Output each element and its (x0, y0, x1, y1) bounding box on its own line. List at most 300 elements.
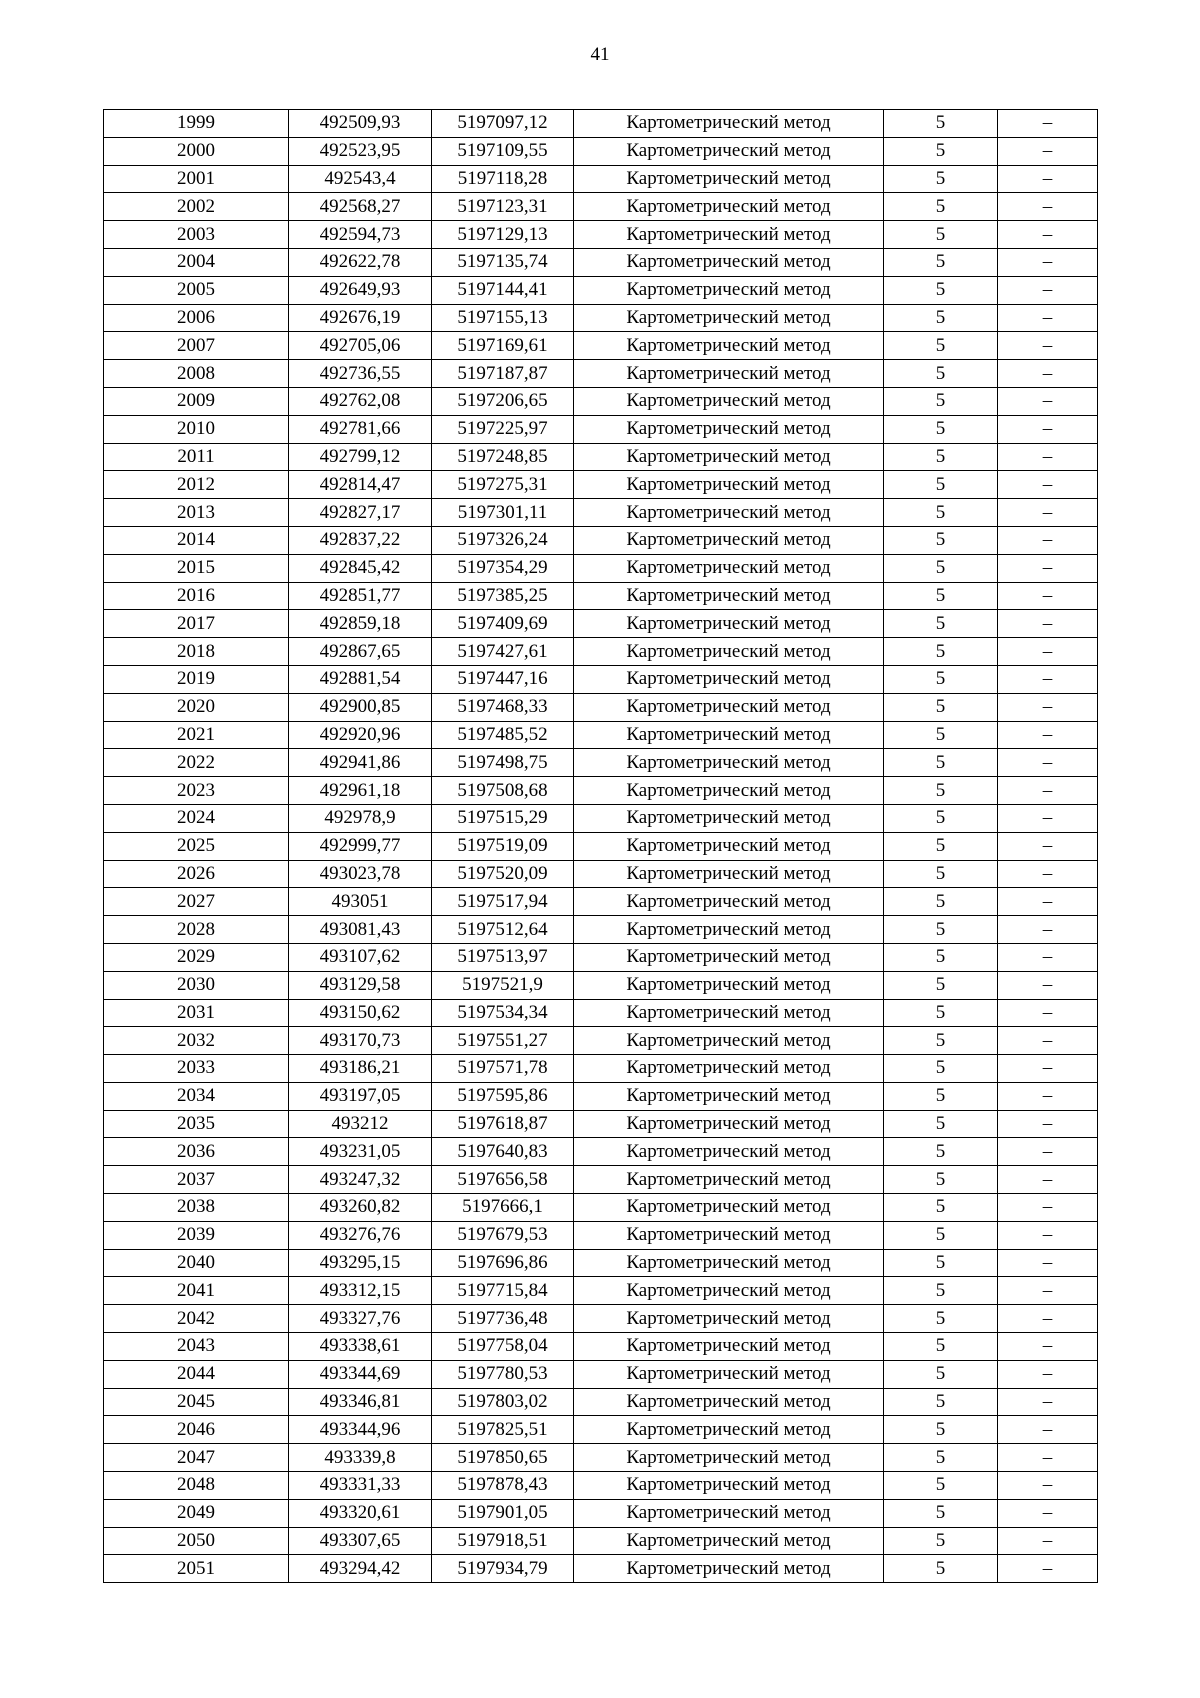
x-coordinate-cell: 493295,15 (289, 1249, 432, 1277)
y-coordinate-cell: 5197780,53 (432, 1360, 574, 1388)
dash-cell: – (998, 860, 1098, 888)
method-cell: Картометрический метод (574, 499, 884, 527)
dash-cell: – (998, 721, 1098, 749)
accuracy-cell: 5 (884, 1527, 998, 1555)
accuracy-cell: 5 (884, 415, 998, 443)
accuracy-cell: 5 (884, 276, 998, 304)
y-coordinate-cell: 5197385,25 (432, 582, 574, 610)
table-row (104, 276, 1098, 304)
y-coordinate-cell: 5197878,43 (432, 1472, 574, 1500)
y-coordinate-cell: 5197666,1 (432, 1194, 574, 1222)
x-coordinate-cell: 492509,93 (289, 110, 432, 138)
point-number-cell: 2048 (104, 1472, 289, 1500)
method-cell: Картометрический метод (574, 1333, 884, 1361)
y-coordinate-cell: 5197515,29 (432, 804, 574, 832)
table-row (104, 1416, 1098, 1444)
table-row (104, 1444, 1098, 1472)
point-number-cell: 2021 (104, 721, 289, 749)
dash-cell: – (998, 332, 1098, 360)
table-row (104, 415, 1098, 443)
y-coordinate-cell: 5197097,12 (432, 110, 574, 138)
accuracy-cell: 5 (884, 1360, 998, 1388)
y-coordinate-cell: 5197850,65 (432, 1444, 574, 1472)
accuracy-cell: 5 (884, 1499, 998, 1527)
accuracy-cell: 5 (884, 360, 998, 388)
accuracy-cell: 5 (884, 221, 998, 249)
table-row (104, 888, 1098, 916)
method-cell: Картометрический метод (574, 1305, 884, 1333)
method-cell: Картометрический метод (574, 248, 884, 276)
accuracy-cell: 5 (884, 693, 998, 721)
table-row (104, 248, 1098, 276)
method-cell: Картометрический метод (574, 526, 884, 554)
dash-cell: – (998, 137, 1098, 165)
table-row (104, 137, 1098, 165)
table-row (104, 999, 1098, 1027)
accuracy-cell: 5 (884, 137, 998, 165)
y-coordinate-cell: 5197187,87 (432, 360, 574, 388)
x-coordinate-cell: 493197,05 (289, 1082, 432, 1110)
point-number-cell: 2012 (104, 471, 289, 499)
y-coordinate-cell: 5197225,97 (432, 415, 574, 443)
dash-cell: – (998, 1082, 1098, 1110)
dash-cell: – (998, 1555, 1098, 1583)
method-cell: Картометрический метод (574, 916, 884, 944)
y-coordinate-cell: 5197715,84 (432, 1277, 574, 1305)
x-coordinate-cell: 493338,61 (289, 1333, 432, 1361)
point-number-cell: 2014 (104, 526, 289, 554)
y-coordinate-cell: 5197656,58 (432, 1166, 574, 1194)
x-coordinate-cell: 492859,18 (289, 610, 432, 638)
x-coordinate-cell: 493344,96 (289, 1416, 432, 1444)
point-number-cell: 2003 (104, 221, 289, 249)
table-row (104, 971, 1098, 999)
y-coordinate-cell: 5197551,27 (432, 1027, 574, 1055)
table-row (104, 916, 1098, 944)
accuracy-cell: 5 (884, 1138, 998, 1166)
x-coordinate-cell: 493276,76 (289, 1221, 432, 1249)
accuracy-cell: 5 (884, 916, 998, 944)
x-coordinate-cell: 493051 (289, 888, 432, 916)
x-coordinate-cell: 493212 (289, 1110, 432, 1138)
dash-cell: – (998, 526, 1098, 554)
dash-cell: – (998, 916, 1098, 944)
point-number-cell: 2035 (104, 1110, 289, 1138)
y-coordinate-cell: 5197206,65 (432, 387, 574, 415)
y-coordinate-cell: 5197517,94 (432, 888, 574, 916)
point-number-cell: 2013 (104, 499, 289, 527)
accuracy-cell: 5 (884, 332, 998, 360)
dash-cell: – (998, 554, 1098, 582)
method-cell: Картометрический метод (574, 999, 884, 1027)
point-number-cell: 2028 (104, 916, 289, 944)
method-cell: Картометрический метод (574, 1138, 884, 1166)
x-coordinate-cell: 492736,55 (289, 360, 432, 388)
accuracy-cell: 5 (884, 1027, 998, 1055)
x-coordinate-cell: 493107,62 (289, 943, 432, 971)
method-cell: Картометрический метод (574, 1277, 884, 1305)
dash-cell: – (998, 1472, 1098, 1500)
x-coordinate-cell: 492851,77 (289, 582, 432, 610)
coordinates-table (103, 109, 1098, 1583)
accuracy-cell: 5 (884, 165, 998, 193)
dash-cell: – (998, 1027, 1098, 1055)
x-coordinate-cell: 492845,42 (289, 554, 432, 582)
accuracy-cell: 5 (884, 971, 998, 999)
point-number-cell: 2018 (104, 638, 289, 666)
table-row (104, 638, 1098, 666)
table-row (104, 1472, 1098, 1500)
method-cell: Картометрический метод (574, 304, 884, 332)
accuracy-cell: 5 (884, 1221, 998, 1249)
point-number-cell: 2040 (104, 1249, 289, 1277)
x-coordinate-cell: 492799,12 (289, 443, 432, 471)
table-row (104, 1138, 1098, 1166)
y-coordinate-cell: 5197409,69 (432, 610, 574, 638)
dash-cell: – (998, 1249, 1098, 1277)
y-coordinate-cell: 5197918,51 (432, 1527, 574, 1555)
point-number-cell: 2036 (104, 1138, 289, 1166)
point-number-cell: 2001 (104, 165, 289, 193)
table-row (104, 804, 1098, 832)
y-coordinate-cell: 5197129,13 (432, 221, 574, 249)
point-number-cell: 1999 (104, 110, 289, 138)
method-cell: Картометрический метод (574, 721, 884, 749)
method-cell: Картометрический метод (574, 193, 884, 221)
y-coordinate-cell: 5197498,75 (432, 749, 574, 777)
table-row (104, 360, 1098, 388)
method-cell: Картометрический метод (574, 471, 884, 499)
method-cell: Картометрический метод (574, 749, 884, 777)
y-coordinate-cell: 5197109,55 (432, 137, 574, 165)
y-coordinate-cell: 5197803,02 (432, 1388, 574, 1416)
dash-cell: – (998, 1166, 1098, 1194)
y-coordinate-cell: 5197123,31 (432, 193, 574, 221)
x-coordinate-cell: 492827,17 (289, 499, 432, 527)
accuracy-cell: 5 (884, 1082, 998, 1110)
method-cell: Картометрический метод (574, 971, 884, 999)
accuracy-cell: 5 (884, 610, 998, 638)
page-number: 41 (590, 44, 610, 65)
method-cell: Картометрический метод (574, 943, 884, 971)
point-number-cell: 2025 (104, 832, 289, 860)
point-number-cell: 2029 (104, 943, 289, 971)
method-cell: Картометрический метод (574, 665, 884, 693)
point-number-cell: 2043 (104, 1333, 289, 1361)
table-row (104, 610, 1098, 638)
table-row (104, 832, 1098, 860)
point-number-cell: 2009 (104, 387, 289, 415)
point-number-cell: 2030 (104, 971, 289, 999)
table-row (104, 110, 1098, 138)
dash-cell: – (998, 777, 1098, 805)
point-number-cell: 2032 (104, 1027, 289, 1055)
method-cell: Картометрический метод (574, 1527, 884, 1555)
x-coordinate-cell: 493231,05 (289, 1138, 432, 1166)
point-number-cell: 2039 (104, 1221, 289, 1249)
dash-cell: – (998, 360, 1098, 388)
dash-cell: – (998, 387, 1098, 415)
point-number-cell: 2024 (104, 804, 289, 832)
dash-cell: – (998, 248, 1098, 276)
table-row (104, 1027, 1098, 1055)
point-number-cell: 2044 (104, 1360, 289, 1388)
x-coordinate-cell: 493081,43 (289, 916, 432, 944)
method-cell: Картометрический метод (574, 1082, 884, 1110)
accuracy-cell: 5 (884, 832, 998, 860)
table-row (104, 1305, 1098, 1333)
dash-cell: – (998, 1277, 1098, 1305)
y-coordinate-cell: 5197513,97 (432, 943, 574, 971)
dash-cell: – (998, 832, 1098, 860)
accuracy-cell: 5 (884, 943, 998, 971)
method-cell: Картометрический метод (574, 1110, 884, 1138)
x-coordinate-cell: 493186,21 (289, 1055, 432, 1083)
point-number-cell: 2004 (104, 248, 289, 276)
x-coordinate-cell: 492622,78 (289, 248, 432, 276)
accuracy-cell: 5 (884, 665, 998, 693)
x-coordinate-cell: 493327,76 (289, 1305, 432, 1333)
method-cell: Картометрический метод (574, 832, 884, 860)
x-coordinate-cell: 493129,58 (289, 971, 432, 999)
x-coordinate-cell: 493320,61 (289, 1499, 432, 1527)
point-number-cell: 2050 (104, 1527, 289, 1555)
x-coordinate-cell: 492837,22 (289, 526, 432, 554)
point-number-cell: 2051 (104, 1555, 289, 1583)
y-coordinate-cell: 5197468,33 (432, 693, 574, 721)
dash-cell: – (998, 638, 1098, 666)
table-row (104, 1221, 1098, 1249)
accuracy-cell: 5 (884, 248, 998, 276)
method-cell: Картометрический метод (574, 360, 884, 388)
dash-cell: – (998, 1138, 1098, 1166)
method-cell: Картометрический метод (574, 638, 884, 666)
accuracy-cell: 5 (884, 638, 998, 666)
x-coordinate-cell: 493023,78 (289, 860, 432, 888)
accuracy-cell: 5 (884, 721, 998, 749)
dash-cell: – (998, 1499, 1098, 1527)
table-row (104, 1360, 1098, 1388)
y-coordinate-cell: 5197520,09 (432, 860, 574, 888)
y-coordinate-cell: 5197427,61 (432, 638, 574, 666)
table-row (104, 471, 1098, 499)
table-row (104, 1194, 1098, 1222)
x-coordinate-cell: 492881,54 (289, 665, 432, 693)
x-coordinate-cell: 492523,95 (289, 137, 432, 165)
x-coordinate-cell: 492781,66 (289, 415, 432, 443)
table-row (104, 193, 1098, 221)
accuracy-cell: 5 (884, 888, 998, 916)
dash-cell: – (998, 276, 1098, 304)
table-row (104, 1277, 1098, 1305)
point-number-cell: 2022 (104, 749, 289, 777)
accuracy-cell: 5 (884, 804, 998, 832)
method-cell: Картометрический метод (574, 804, 884, 832)
x-coordinate-cell: 493312,15 (289, 1277, 432, 1305)
accuracy-cell: 5 (884, 1055, 998, 1083)
table-row (104, 304, 1098, 332)
accuracy-cell: 5 (884, 387, 998, 415)
dash-cell: – (998, 749, 1098, 777)
x-coordinate-cell: 492941,86 (289, 749, 432, 777)
point-number-cell: 2027 (104, 888, 289, 916)
dash-cell: – (998, 304, 1098, 332)
accuracy-cell: 5 (884, 860, 998, 888)
point-number-cell: 2005 (104, 276, 289, 304)
dash-cell: – (998, 804, 1098, 832)
method-cell: Картометрический метод (574, 415, 884, 443)
method-cell: Картометрический метод (574, 276, 884, 304)
x-coordinate-cell: 492676,19 (289, 304, 432, 332)
y-coordinate-cell: 5197571,78 (432, 1055, 574, 1083)
dash-cell: – (998, 999, 1098, 1027)
x-coordinate-cell: 492814,47 (289, 471, 432, 499)
dash-cell: – (998, 221, 1098, 249)
method-cell: Картометрический метод (574, 1194, 884, 1222)
table-row (104, 554, 1098, 582)
point-number-cell: 2016 (104, 582, 289, 610)
accuracy-cell: 5 (884, 777, 998, 805)
table-row (104, 443, 1098, 471)
point-number-cell: 2017 (104, 610, 289, 638)
y-coordinate-cell: 5197275,31 (432, 471, 574, 499)
method-cell: Картометрический метод (574, 110, 884, 138)
table-row (104, 860, 1098, 888)
method-cell: Картометрический метод (574, 610, 884, 638)
x-coordinate-cell: 492900,85 (289, 693, 432, 721)
accuracy-cell: 5 (884, 526, 998, 554)
x-coordinate-cell: 492568,27 (289, 193, 432, 221)
x-coordinate-cell: 493150,62 (289, 999, 432, 1027)
method-cell: Картометрический метод (574, 1416, 884, 1444)
accuracy-cell: 5 (884, 193, 998, 221)
point-number-cell: 2026 (104, 860, 289, 888)
y-coordinate-cell: 5197758,04 (432, 1333, 574, 1361)
x-coordinate-cell: 492920,96 (289, 721, 432, 749)
x-coordinate-cell: 492999,77 (289, 832, 432, 860)
x-coordinate-cell: 493307,65 (289, 1527, 432, 1555)
point-number-cell: 2041 (104, 1277, 289, 1305)
coordinates-table-body (104, 110, 1098, 1583)
dash-cell: – (998, 971, 1098, 999)
method-cell: Картометрический метод (574, 221, 884, 249)
accuracy-cell: 5 (884, 1472, 998, 1500)
y-coordinate-cell: 5197135,74 (432, 248, 574, 276)
accuracy-cell: 5 (884, 1249, 998, 1277)
accuracy-cell: 5 (884, 1277, 998, 1305)
accuracy-cell: 5 (884, 304, 998, 332)
x-coordinate-cell: 492594,73 (289, 221, 432, 249)
y-coordinate-cell: 5197679,53 (432, 1221, 574, 1249)
method-cell: Картометрический метод (574, 1388, 884, 1416)
point-number-cell: 2045 (104, 1388, 289, 1416)
y-coordinate-cell: 5197640,83 (432, 1138, 574, 1166)
method-cell: Картометрический метод (574, 1055, 884, 1083)
table-row (104, 1055, 1098, 1083)
y-coordinate-cell: 5197144,41 (432, 276, 574, 304)
table-row (104, 387, 1098, 415)
accuracy-cell: 5 (884, 1166, 998, 1194)
x-coordinate-cell: 492705,06 (289, 332, 432, 360)
y-coordinate-cell: 5197901,05 (432, 1499, 574, 1527)
table-row (104, 721, 1098, 749)
point-number-cell: 2042 (104, 1305, 289, 1333)
table-row (104, 1499, 1098, 1527)
method-cell: Картометрический метод (574, 1472, 884, 1500)
table-row (104, 777, 1098, 805)
point-number-cell: 2020 (104, 693, 289, 721)
dash-cell: – (998, 693, 1098, 721)
table-row (104, 165, 1098, 193)
method-cell: Картометрический метод (574, 1166, 884, 1194)
dash-cell: – (998, 1110, 1098, 1138)
point-number-cell: 2011 (104, 443, 289, 471)
method-cell: Картометрический метод (574, 1027, 884, 1055)
table-row (104, 1555, 1098, 1583)
dash-cell: – (998, 888, 1098, 916)
table-row (104, 332, 1098, 360)
dash-cell: – (998, 415, 1098, 443)
accuracy-cell: 5 (884, 443, 998, 471)
dash-cell: – (998, 443, 1098, 471)
y-coordinate-cell: 5197169,61 (432, 332, 574, 360)
x-coordinate-cell: 493294,42 (289, 1555, 432, 1583)
method-cell: Картометрический метод (574, 1555, 884, 1583)
method-cell: Картометрический метод (574, 165, 884, 193)
y-coordinate-cell: 5197447,16 (432, 665, 574, 693)
method-cell: Картометрический метод (574, 137, 884, 165)
dash-cell: – (998, 1305, 1098, 1333)
dash-cell: – (998, 943, 1098, 971)
table-row (104, 221, 1098, 249)
method-cell: Картометрический метод (574, 332, 884, 360)
y-coordinate-cell: 5197118,28 (432, 165, 574, 193)
table-row (104, 1166, 1098, 1194)
point-number-cell: 2019 (104, 665, 289, 693)
y-coordinate-cell: 5197485,52 (432, 721, 574, 749)
point-number-cell: 2023 (104, 777, 289, 805)
method-cell: Картометрический метод (574, 387, 884, 415)
point-number-cell: 2031 (104, 999, 289, 1027)
method-cell: Картометрический метод (574, 860, 884, 888)
dash-cell: – (998, 1360, 1098, 1388)
x-coordinate-cell: 492978,9 (289, 804, 432, 832)
accuracy-cell: 5 (884, 499, 998, 527)
x-coordinate-cell: 492649,93 (289, 276, 432, 304)
y-coordinate-cell: 5197534,34 (432, 999, 574, 1027)
dash-cell: – (998, 1416, 1098, 1444)
accuracy-cell: 5 (884, 1194, 998, 1222)
table-row (104, 749, 1098, 777)
point-number-cell: 2049 (104, 1499, 289, 1527)
point-number-cell: 2034 (104, 1082, 289, 1110)
table-row (104, 1333, 1098, 1361)
y-coordinate-cell: 5197512,64 (432, 916, 574, 944)
dash-cell: – (998, 1055, 1098, 1083)
x-coordinate-cell: 492762,08 (289, 387, 432, 415)
point-number-cell: 2010 (104, 415, 289, 443)
x-coordinate-cell: 492543,4 (289, 165, 432, 193)
x-coordinate-cell: 493344,69 (289, 1360, 432, 1388)
method-cell: Картометрический метод (574, 1360, 884, 1388)
dash-cell: – (998, 1444, 1098, 1472)
method-cell: Картометрический метод (574, 888, 884, 916)
y-coordinate-cell: 5197301,11 (432, 499, 574, 527)
y-coordinate-cell: 5197736,48 (432, 1305, 574, 1333)
dash-cell: – (998, 1221, 1098, 1249)
table-row (104, 665, 1098, 693)
y-coordinate-cell: 5197696,86 (432, 1249, 574, 1277)
